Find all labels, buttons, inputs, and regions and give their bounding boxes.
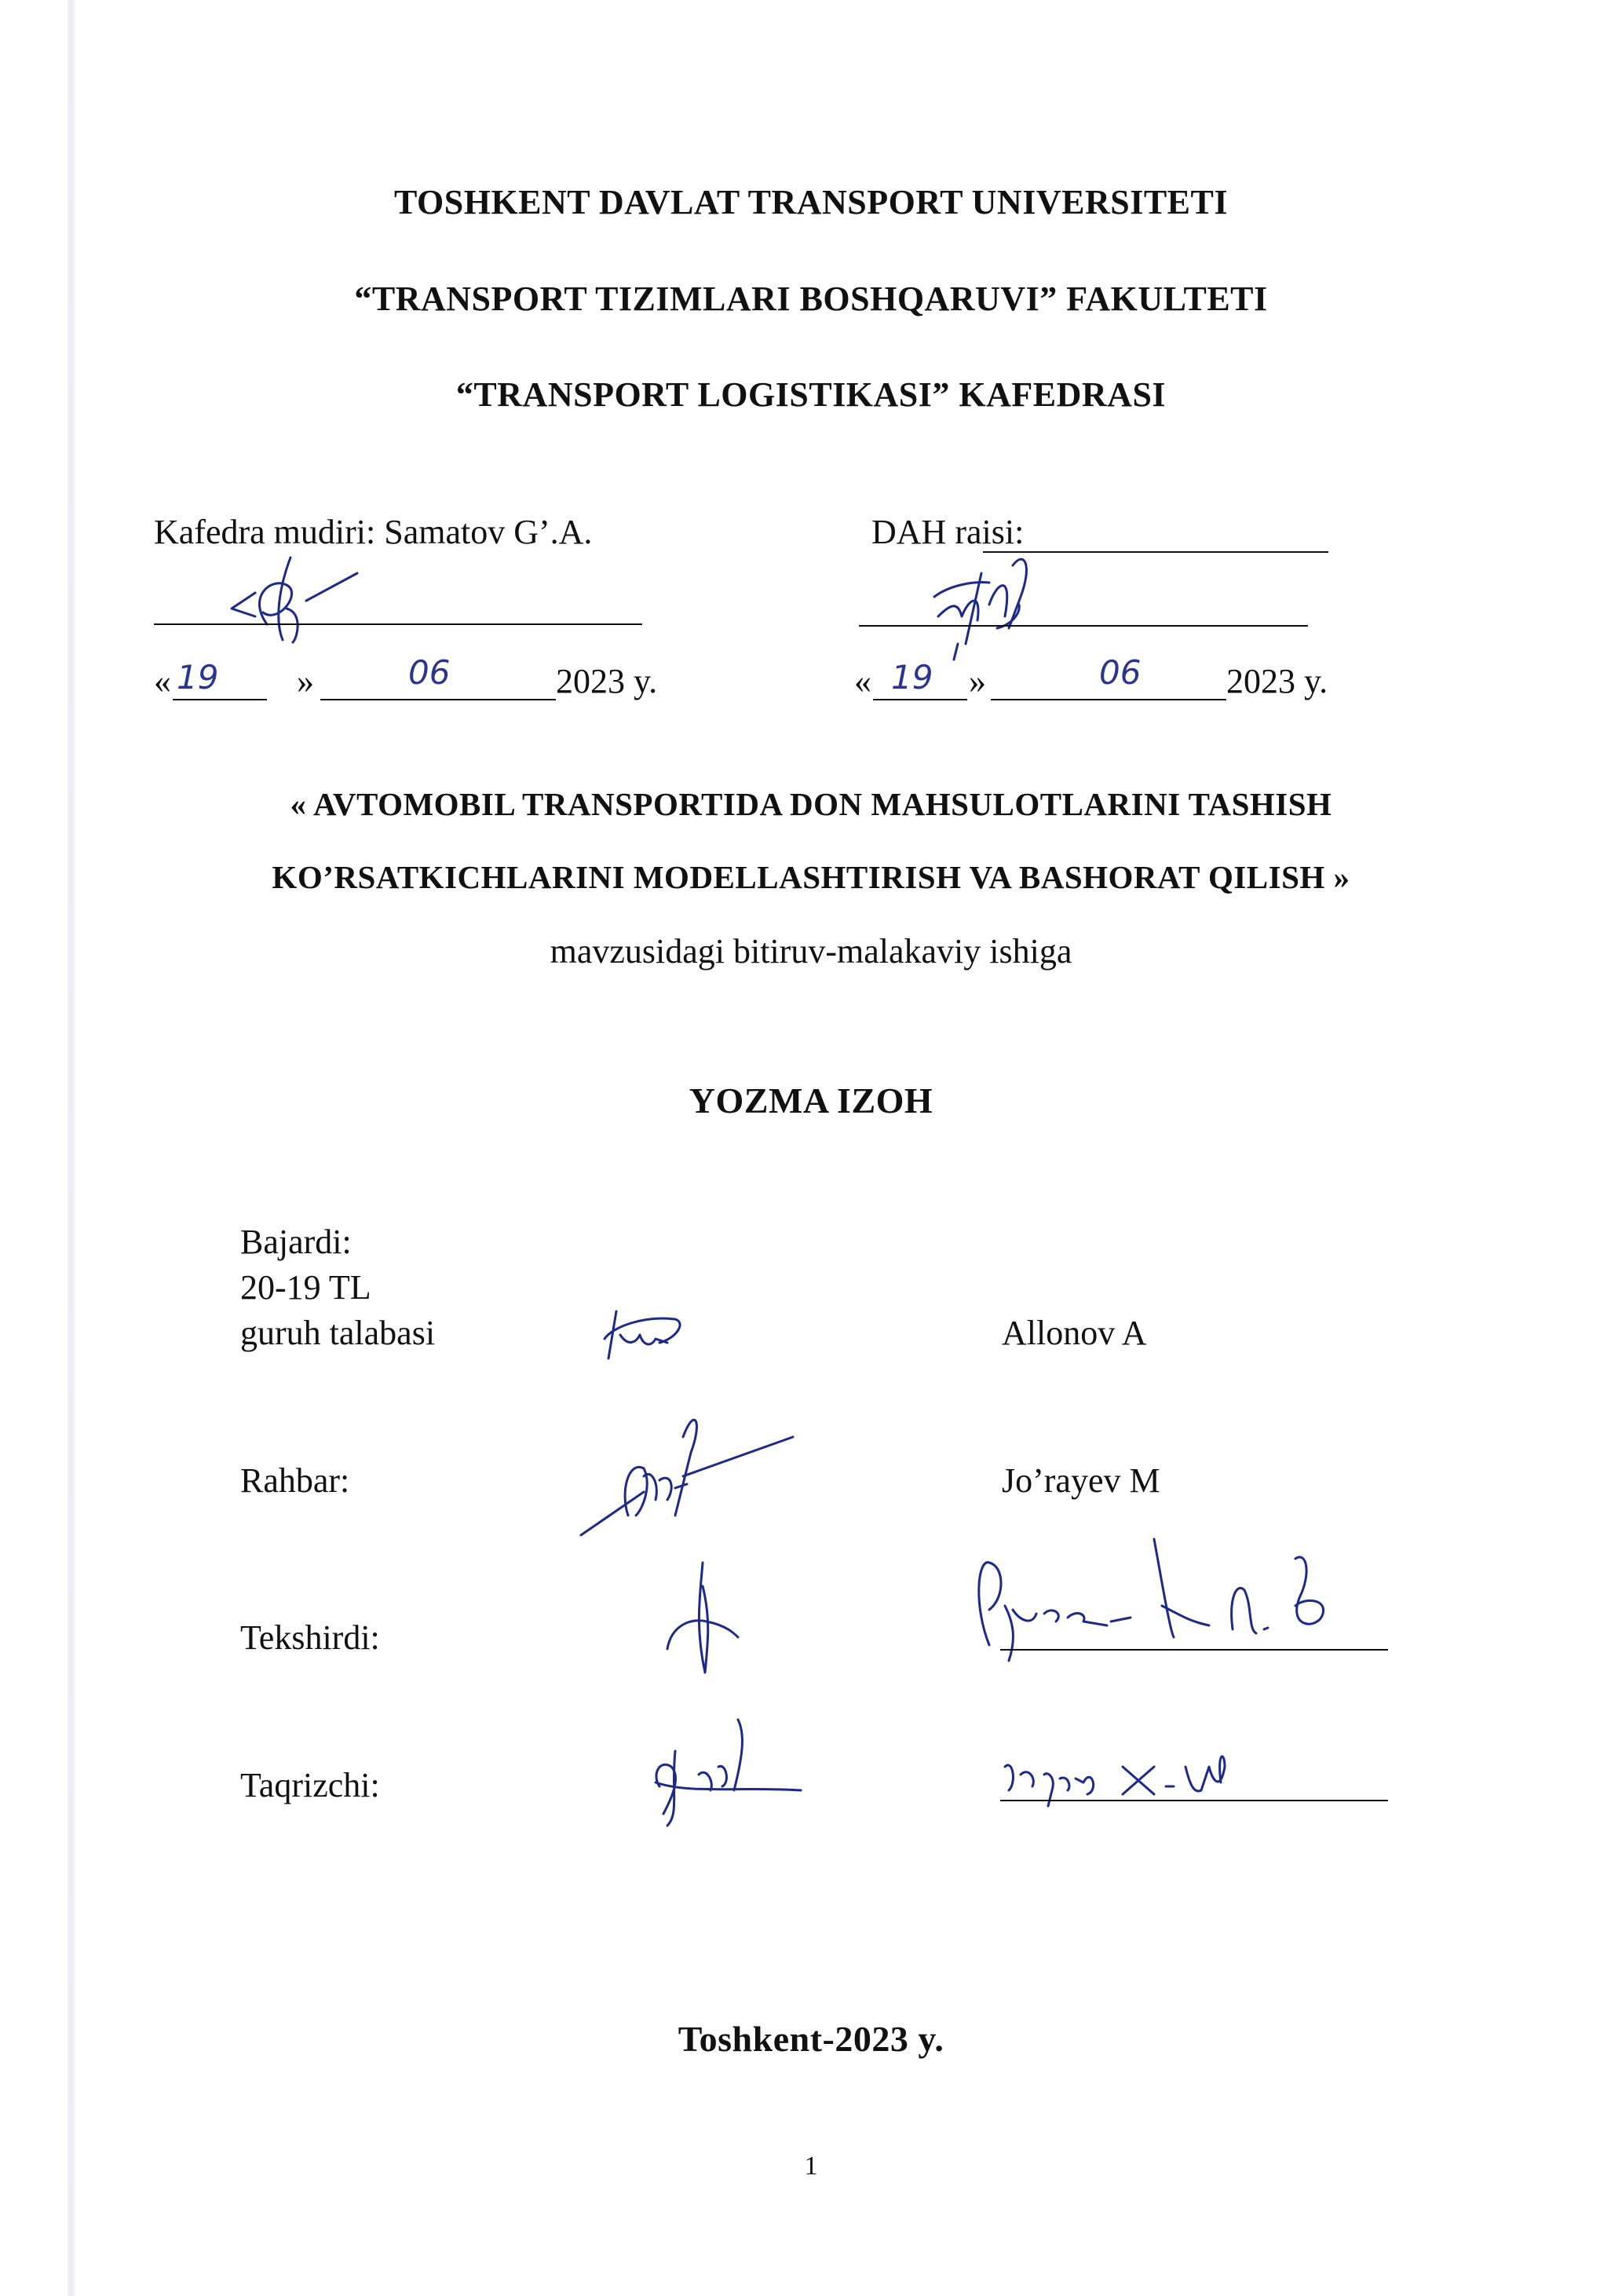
date-right-close-quote: » <box>969 662 986 700</box>
page-number: 1 <box>804 2152 818 2181</box>
date-right-open-quote: « <box>854 662 871 700</box>
faculty-name: “TRANSPORT TIZIMLARI BOSHQARUVI” FAKULTETI <box>354 280 1268 318</box>
topic-subtitle: mavzusidagi bitiruv-malakaviy ishiga <box>550 932 1072 971</box>
signature-reviewer <box>644 1712 848 1845</box>
role-label: Rahbar: <box>240 1461 350 1500</box>
month-line-left <box>320 699 556 700</box>
scan-edge-shadow <box>68 0 75 2296</box>
document-type-title: YOZMA IZOH <box>689 1080 933 1121</box>
department-name: “TRANSPORT LOGISTIKASI” KAFEDRASI <box>455 375 1167 414</box>
city-year: Toshkent-2023 y. <box>678 2019 944 2059</box>
role-detail: guruh talabasi <box>240 1314 436 1352</box>
signature-kafedra-mudiri <box>200 550 404 652</box>
approval-left-label: Kafedra mudiri: Samatov G’.A. <box>154 513 593 551</box>
day-line-left <box>173 699 267 700</box>
day-line-right <box>873 699 967 700</box>
role-group: 20-19 TL <box>240 1268 371 1307</box>
university-name: TOSHKENT DAVLAT TRANSPORT UNIVERSITETI <box>393 183 1228 221</box>
role-label: Bajardi: <box>240 1223 352 1261</box>
date-right-year: 2023 y. <box>1226 662 1328 700</box>
date-left-day: 19 <box>177 658 219 696</box>
role-label: Taqrizchi: <box>240 1766 380 1804</box>
date-right-day: 19 <box>891 658 933 696</box>
signature-checker-name <box>974 1535 1460 1684</box>
signature-line-left <box>154 623 642 625</box>
date-left-open-quote: « <box>154 662 171 700</box>
signature-checker <box>659 1555 754 1688</box>
date-right-month: 06 <box>1099 653 1142 692</box>
signature-student <box>597 1303 722 1366</box>
role-label: Tekshirdi: <box>240 1618 380 1657</box>
topic-line-1: « AVTOMOBIL TRANSPORTIDA DON MAHSULOTLARINI TASHISH <box>290 786 1332 822</box>
reviewer-name-line <box>1000 1800 1388 1801</box>
topic-line-2: KO’RSATKICHLARINI MODELLASHTIRISH VA BASHORAT QILISH » <box>272 859 1350 895</box>
date-left-month: 06 <box>408 653 451 692</box>
month-line-right <box>991 699 1226 700</box>
checker-name-line <box>1000 1649 1388 1651</box>
signatory-name: Allonov A <box>1002 1314 1147 1352</box>
signature-line-right <box>859 625 1308 627</box>
signature-dah-raisi <box>903 550 1107 675</box>
signature-reviewer-name <box>997 1735 1327 1837</box>
signature-supervisor <box>565 1406 801 1555</box>
date-left-close-quote: » <box>297 662 314 700</box>
approval-right-label: DAH raisi: <box>871 513 1025 551</box>
date-left-year: 2023 y. <box>556 662 658 700</box>
signatory-name: Jo’rayev M <box>1002 1461 1160 1500</box>
